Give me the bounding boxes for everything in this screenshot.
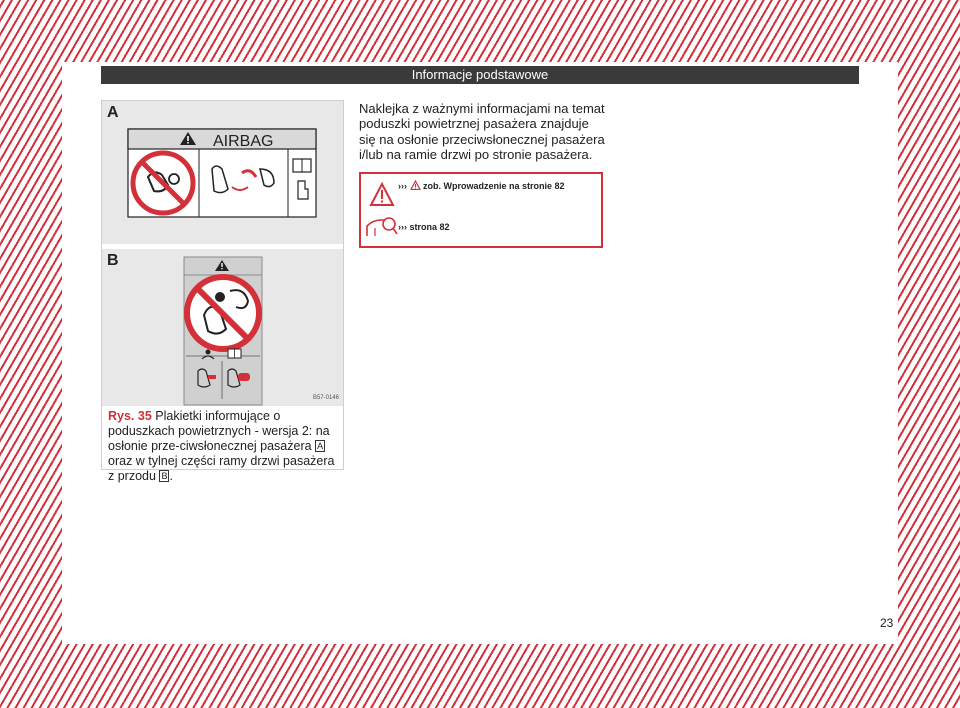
panel-b	[102, 249, 343, 406]
no-child-seat-icon	[133, 153, 193, 213]
caption-text-2: oraz w tylnej części ramy drzwi pasażera z przodu	[108, 454, 335, 483]
caption-text-1: Plakietki informujące o poduszkach powietrznych - wersja 2: na osłonie prze-ciwsłonecznej pasażera	[108, 409, 330, 453]
caption-end: .	[169, 469, 173, 483]
figure-code: B57-0146	[312, 395, 339, 401]
panel-a-letter: A	[107, 104, 119, 121]
no-rear-facing-seat-icon	[187, 277, 259, 349]
caption-box-a: A	[317, 441, 324, 451]
body-paragraph: Naklejka z ważnymi informacjami na temat poduszki powietrznej pasażera znajduje się na osłonie przeciwsłonecznej pasażera i/lub na ramie drzwi po stronie pasażera.	[359, 101, 605, 162]
ref-arrow: ›››	[398, 222, 407, 232]
warning-reference-2[interactable]	[398, 222, 450, 232]
warning-triangle-icon	[367, 179, 397, 209]
airbag-text: AIRBAG	[213, 133, 274, 150]
ref-text-2: strona 82	[409, 222, 450, 232]
panel-a	[102, 101, 343, 244]
caption-box-b: B	[161, 471, 168, 481]
panel-b-letter: B	[107, 252, 119, 269]
warning-reference-box	[359, 172, 603, 248]
page-header: Informacje podstawowe	[101, 66, 859, 84]
page-number: 23	[880, 616, 894, 630]
warning-reference-1[interactable]	[398, 180, 568, 192]
caption-label: Rys. 35	[108, 409, 152, 423]
manual-book-icon	[293, 159, 311, 172]
ref-arrow: ›››	[398, 181, 407, 191]
figure-35	[101, 100, 344, 483]
manual-book-icon	[228, 349, 241, 358]
airbag-sticker-b	[102, 249, 343, 406]
warning-triangle-icon	[410, 180, 421, 190]
car-info-icon	[365, 214, 399, 240]
figure-caption	[108, 409, 340, 484]
ref-text-1: zob. Wprowadzenie na stronie 82	[423, 181, 565, 191]
airbag-sticker-a	[102, 101, 343, 244]
